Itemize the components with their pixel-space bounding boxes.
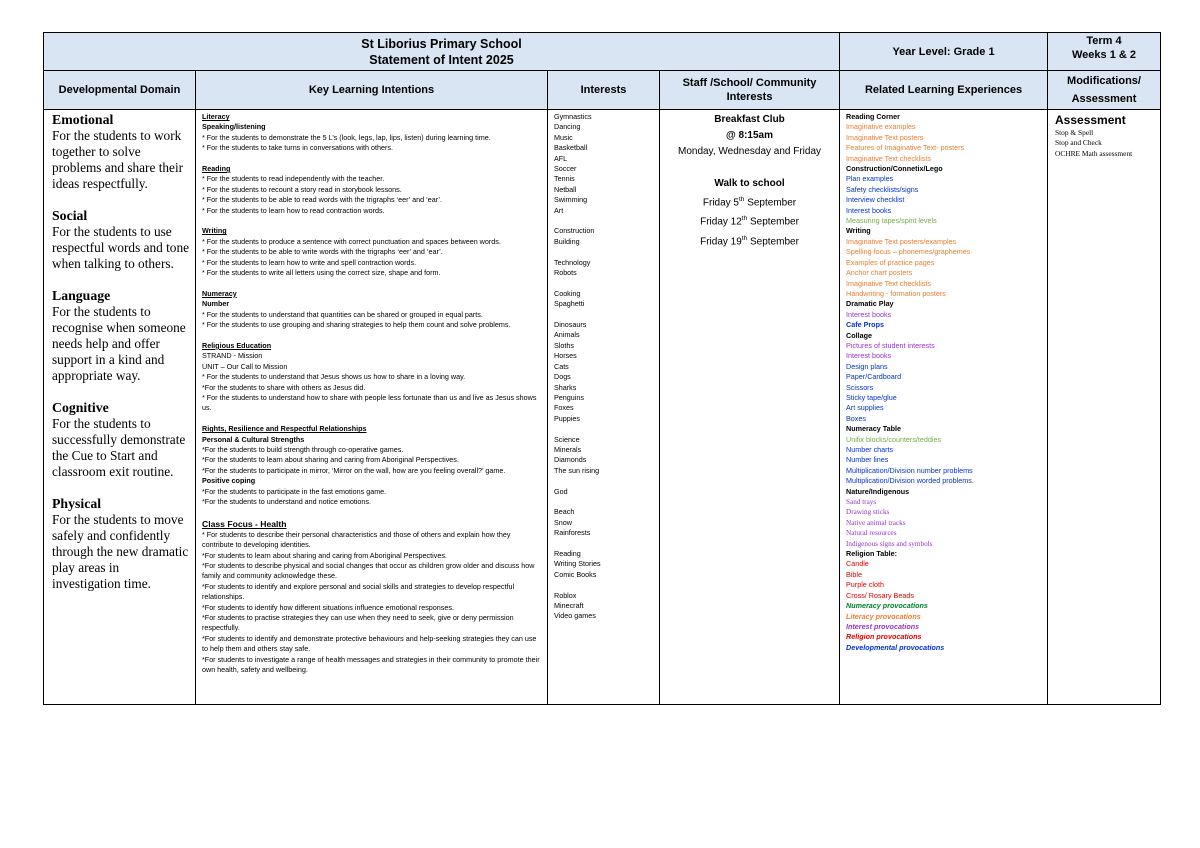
intentions-cell — [196, 110, 548, 705]
intention-item: * For the students to demonstrate the 5 L’s (look, legs, lap, lips, listen) during learning time. — [202, 132, 491, 142]
reading-heading: Reading — [202, 164, 231, 174]
experience-heading: Nature/Indigenous — [846, 486, 910, 496]
walk-date-day: Friday 19 — [700, 235, 742, 247]
col-modifications-label: Modifications/ — [1067, 75, 1141, 87]
intention-item: * For the students to be able to write words with the trigraphs ‘eer’ and ‘ear’. — [202, 247, 443, 257]
class-focus-heading: Class Focus - Health — [202, 518, 287, 529]
interest-item: Technology — [554, 257, 591, 267]
interest-item: Science — [554, 434, 580, 444]
year-level: Year Level: Grade 1 — [840, 33, 1048, 71]
experience-item: Sand trays — [846, 498, 877, 507]
domain-title: Social — [52, 208, 88, 223]
interest-item: Roblox — [554, 590, 577, 600]
domain-text: For the students to work together to solve problems and share their ideas respectfully. — [52, 128, 184, 191]
col-experiences: Related Learning Experiences — [840, 71, 1048, 110]
walk-date-month: September — [747, 235, 799, 247]
intention-item: *For students to identify how different situations influence emotional responses. — [202, 602, 454, 612]
intention-item: *For the students to build strength through co-operative games. — [202, 444, 404, 454]
interest-item: Building — [554, 236, 580, 246]
interest-item: Horses — [554, 351, 577, 361]
experience-item: Developmental provocations — [846, 642, 945, 652]
experience-item: Literacy provocations — [846, 611, 921, 621]
experience-item: Number charts — [846, 445, 894, 454]
statement-of-intent-table — [43, 32, 1161, 705]
interest-item: Tennis — [554, 174, 575, 184]
experience-item: Numeracy provocations — [846, 601, 928, 611]
intention-item: * For the students to take turns in conversations with others. — [202, 143, 393, 153]
walk-date-month: September — [747, 216, 799, 228]
term-label: Term 4 — [1086, 35, 1122, 47]
school-name: St Liborius Primary School — [361, 37, 522, 51]
experience-item: Art supplies — [846, 403, 884, 413]
experience-item: Cross/ Rosary Beads — [846, 590, 914, 600]
intention-item: *For students to describe physical and social changes that occur as children grow older and discuss how family and community acknowledge these. — [202, 560, 535, 581]
column-header-row — [44, 71, 1161, 110]
intention-item: *For the students to participate in the fast emotions game. — [202, 486, 387, 496]
experiences-cell — [840, 110, 1048, 705]
experience-heading: Dramatic Play — [846, 299, 894, 309]
domain-text: For the students to move safely and confidently through the new dramatic play areas in investigation time. — [52, 512, 189, 591]
walk-date-day: Friday 12 — [700, 216, 742, 228]
intention-item: *For students to investigate a range of health messages and strategies in their community to promote their own health, safety and wellbeing. — [202, 654, 540, 675]
interest-item: Swimming — [554, 195, 588, 205]
interest-item: Sloths — [554, 340, 574, 350]
rrrr-heading: Rights, Resilience and Respectful Relationships — [202, 424, 367, 434]
experience-item: Anchor chart posters — [846, 268, 913, 278]
interests-cell — [548, 110, 660, 705]
intention-item: * For the students to recount a story read in storybook lessons. — [202, 184, 402, 194]
speaking-listening-heading: Speaking/listening — [202, 122, 266, 132]
interest-item: The sun rising — [554, 465, 600, 475]
interest-item: Comic Books — [554, 569, 597, 579]
experience-item: Features of Imaginative Text- posters — [846, 143, 965, 153]
domain-title: Physical — [52, 496, 102, 511]
title-row — [44, 33, 1161, 71]
experience-heading: Collage — [846, 330, 872, 340]
walk-date — [660, 192, 839, 211]
intention-item: * For students to describe their personal characteristics and those of others and explain how they contribute to developing identities. — [202, 529, 511, 550]
experience-heading: Reading Corner — [846, 112, 900, 121]
interest-item: Dancing — [554, 122, 581, 132]
breakfast-club-days: Monday, Wednesday and Friday — [677, 146, 822, 157]
interest-item: Music — [554, 132, 573, 142]
religious-education-heading: Religious Education — [202, 340, 272, 350]
experience-item: Interest books — [846, 351, 892, 361]
col-domain: Developmental Domain — [44, 71, 196, 110]
walk-to-school-title: Walk to school — [714, 178, 785, 189]
walk-date-suffix: th — [739, 196, 745, 203]
domain-cognitive — [52, 400, 191, 480]
document-title: Statement of Intent 2025 — [369, 53, 514, 67]
positive-coping-heading: Positive coping — [202, 476, 256, 486]
personal-cultural-heading: Personal & Cultural Strengths — [202, 434, 305, 444]
domain-physical — [52, 496, 191, 592]
intention-item: * For the students to produce a sentence with correct punctuation and spaces between words. — [202, 236, 501, 246]
interest-item: God — [554, 486, 568, 496]
interest-item: Dinosaurs — [554, 320, 587, 330]
intention-item: *For students to learn about sharing and caring from Aboriginal Perspectives. — [202, 550, 447, 560]
experience-item: Imaginative Text posters/examples — [846, 236, 957, 246]
walk-date-suffix: th — [741, 215, 748, 223]
intention-item: * For the students to write all letters using the correct size, shape and form. — [202, 268, 441, 278]
domain-social — [52, 208, 191, 272]
interest-item: Dogs — [554, 372, 571, 382]
walk-date — [660, 211, 839, 230]
experience-item: Handwriting - formation posters — [846, 288, 946, 298]
experience-item: Multiplication/Division number problems — [846, 465, 973, 475]
interest-item: Basketball — [554, 143, 588, 153]
numeracy-heading: Numeracy — [202, 288, 237, 298]
domain-cell — [44, 110, 196, 705]
experience-heading: Religion Table: — [846, 549, 897, 559]
experience-item: Imaginative Text checklists — [846, 278, 931, 288]
interest-item: AFL — [554, 153, 568, 163]
intention-item: *For the students to understand and notice emotions. — [202, 496, 372, 506]
writing-heading: Writing — [202, 226, 227, 236]
assessment-item: Stop & Spell — [1055, 128, 1094, 137]
intention-item: * For the students to learn how to read contraction words. — [202, 205, 385, 215]
intention-item: * For the students to read independently with the teacher. — [202, 174, 385, 184]
experience-item: Drawing sticks — [846, 508, 890, 517]
experience-item: Cafe Props — [846, 320, 884, 330]
staff-cell — [660, 110, 840, 705]
domain-language — [52, 288, 191, 384]
domain-title: Cognitive — [52, 400, 109, 415]
experience-item: Bible — [846, 569, 862, 579]
assessment-cell — [1048, 110, 1161, 705]
col-staff: Staff /School/ Community Interests — [660, 71, 840, 110]
domain-title: Language — [52, 288, 111, 303]
breakfast-club-time: @ 8:15am — [726, 130, 773, 141]
walk-date-suffix: th — [741, 234, 748, 242]
unit-line: UNIT – Our Call to Mission — [202, 361, 288, 371]
intention-item: *For the students to participate in mirror, ‘Mirror on the wall, how are you feeling overall?’ game. — [202, 465, 506, 475]
literacy-heading: Literacy — [202, 112, 230, 121]
interest-item: Foxes — [554, 403, 574, 413]
number-heading: Number — [202, 299, 230, 309]
interest-item: Cats — [554, 361, 569, 371]
experience-heading: Construction/Connetix/Lego — [846, 164, 943, 174]
intention-item: * For the students to be able to read words with the trigraphs ‘eer’ and ‘ear’. — [202, 195, 442, 205]
experience-item: Scissors — [846, 382, 874, 392]
col-assessment-label: Assessment — [1071, 93, 1137, 105]
interest-item: Soccer — [554, 164, 577, 174]
col-modifications — [1048, 71, 1161, 110]
experience-item: Pictures of student interests — [846, 340, 935, 350]
content-row — [44, 110, 1161, 705]
domain-text: For the students to recognise when someone needs help and offer support in a kind and appropriate way. — [52, 304, 186, 383]
walk-date — [660, 231, 839, 250]
breakfast-club-title: Breakfast Club — [714, 114, 785, 125]
interest-item: Gymnastics — [554, 112, 592, 121]
col-interests: Interests — [548, 71, 660, 110]
experience-item: Safety checklists/signs — [846, 184, 919, 194]
strand-line: STRAND - Mission — [202, 351, 263, 361]
experience-item: Candle — [846, 559, 869, 569]
intention-item: *For the students to learn about sharing and caring from Aboriginal Perspectives. — [202, 455, 459, 465]
interest-item: Writing Stories — [554, 559, 601, 569]
intention-item: * For the students to understand that quantities can be shared or grouped in equal parts. — [202, 309, 483, 319]
intention-item: *For students to identify and explore personal and social skills and strategies to develop respectful relationships. — [202, 581, 515, 602]
interest-item: Video games — [554, 611, 596, 621]
domain-text: For the students to successfully demonstrate the Cue to Start and classroom exit routine. — [52, 416, 186, 479]
assessment-item: OCHRE Math assessment — [1055, 148, 1133, 158]
interest-item: Penguins — [554, 392, 584, 402]
interest-item: Art — [554, 205, 564, 215]
domain-emotional — [52, 112, 191, 192]
intention-item: * For the students to use grouping and sharing strategies to help them count and solve problems. — [202, 320, 511, 330]
assessment-title: Assessment — [1055, 113, 1126, 127]
experience-item: Imaginative examples — [846, 122, 916, 132]
interest-item: Snow — [554, 517, 572, 527]
experience-item: Measuring tapes/spirit levels — [846, 216, 937, 226]
interest-item: Reading — [554, 548, 581, 558]
interest-item: Rainforests — [554, 528, 591, 538]
title-cell — [44, 33, 840, 71]
intention-item: * For the students to understand how to share with people less fortunate than us and live as Jesus shows us. — [202, 392, 537, 413]
interest-item: Minerals — [554, 444, 582, 454]
intention-item: *For students to identify and demonstrate protective behaviours and help-seeking strategies they can use to help them and others stay safe. — [202, 633, 537, 654]
domain-title: Emotional — [52, 112, 114, 127]
experience-item: Interest books — [846, 205, 892, 215]
interest-item: Construction — [554, 226, 595, 236]
walk-date-month: September — [744, 197, 797, 209]
experience-item: Natural resources — [846, 529, 897, 538]
walk-date-day: Friday 5 — [702, 197, 739, 209]
domain-text: For the students to use respectful words and tone when talking to others. — [52, 224, 189, 271]
interest-item: Beach — [554, 507, 575, 517]
experience-item: Examples of practice pages — [846, 257, 935, 267]
intention-item: * For the students to understand that Jesus shows us how to share in a loving way. — [202, 372, 466, 382]
experience-item: Interview checklist — [846, 195, 905, 205]
experience-item: Interest provocations — [846, 621, 920, 631]
experience-heading: Numeracy Table — [846, 424, 902, 434]
experience-item: Religion provocations — [846, 632, 922, 642]
experience-item: Paper/Cardboard — [846, 372, 902, 382]
experience-item: Spelling focus – phonemes/graphemes — [846, 247, 971, 257]
interest-item: Diamonds — [554, 455, 587, 465]
experience-item: Indigenous signs and symbols — [846, 539, 933, 548]
experience-item: Design plans — [846, 361, 888, 371]
experience-item: Interest books — [846, 309, 892, 319]
interest-item: Cooking — [554, 288, 581, 298]
intention-item: * For the students to learn how to write and spell contraction words. — [202, 257, 417, 267]
experience-item: Purple cloth — [846, 580, 884, 590]
experience-item: Sticky tape/glue — [846, 392, 897, 402]
intention-item: *For students to practise strategies they can use when they need to seek, give or deny permission respectfully. — [202, 613, 514, 633]
experience-item: Multiplication/Division worded problems. — [846, 476, 974, 486]
experience-item: Imaginative Text posters — [846, 132, 924, 142]
term-cell — [1048, 33, 1161, 71]
interest-item: Robots — [554, 268, 577, 278]
experience-item: Native animal tracks — [846, 518, 906, 527]
interest-item: Puppies — [554, 413, 580, 423]
interest-item: Netball — [554, 184, 577, 194]
col-intentions: Key Learning Intentions — [196, 71, 548, 110]
experience-item: Plan examples — [846, 174, 894, 184]
experience-heading: Writing — [846, 226, 871, 236]
assessment-item: Stop and Check — [1055, 138, 1102, 148]
experience-item: Number lines — [846, 455, 889, 465]
experience-item: Boxes — [846, 413, 866, 423]
interest-item: Spaghetti — [554, 299, 585, 309]
interest-item: Sharks — [554, 382, 577, 392]
interest-item: Minecraft — [554, 600, 584, 610]
experience-item: Imaginative Text checklists — [846, 153, 931, 163]
experience-item: Unifix blocks/counters/teddies — [846, 434, 942, 444]
intention-item: *For the students to share with others as Jesus did. — [202, 382, 366, 392]
weeks-label: Weeks 1 & 2 — [1072, 49, 1137, 61]
interest-item: Animals — [554, 330, 580, 340]
